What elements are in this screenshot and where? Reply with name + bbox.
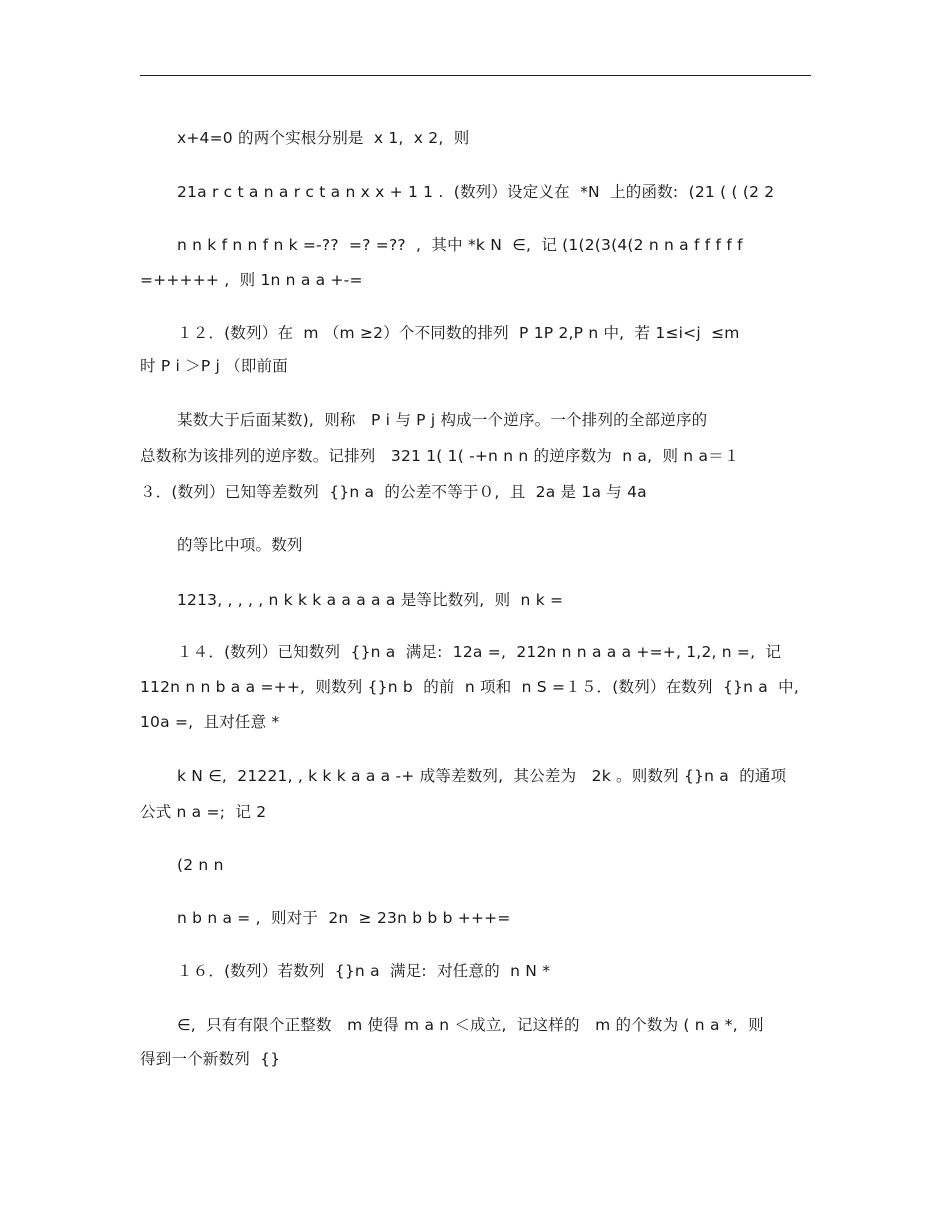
text-line: (2 n n: [177, 856, 224, 874]
text-line: 1213, , , , , n k k k a a a a a 是等比数列, 则 n k =: [177, 591, 564, 609]
text-line: 总数称为该排列的逆序数。记排列 321 1( 1( -+n n n 的逆序数为 n a, 则 n a＝１: [140, 447, 740, 465]
header-rule: [140, 75, 811, 76]
text-line: １４．(数列）已知数列 {}n a 满足: 12a =, 212n n n a a a +=+, 1,2, n =, 记: [177, 643, 782, 661]
text-line: k N ∈, 21221, , k k k a a a -+ 成等差数列, 其公差为 2k 。则数列 {}n a 的通项: [177, 767, 787, 785]
text-line: =+++++ , 则 1n n a a +-=: [140, 271, 363, 289]
text-line: 21a r c t a n a r c t a n x x + 1 1 . (数列）设定义在 *N 上的函数: (21 ( ( (2 2: [177, 183, 775, 201]
text-line: 的等比中项。数列: [177, 536, 303, 554]
text-line: ３．(数列）已知等差数列 {}n a 的公差不等于０, 且 2a 是 1a 与 4a: [140, 483, 647, 501]
text-line: 时 P i ＞P j （即前面: [140, 357, 288, 375]
text-line: １６．(数列）若数列 {}n a 满足: 对任意的 n N *: [177, 962, 551, 980]
text-line: ∈, 只有有限个正整数 m 使得 m a n ＜成立, 记这样的 m 的个数为 ( n a *, 则: [177, 1016, 764, 1034]
text-line: １２．(数列）在 m （m ≥2）个不同数的排列 P 1P 2,P n 中, 若 1≤i<j ≤m: [177, 324, 740, 342]
text-line: n b n a = , 则对于 2n ≥ 23n b b b +++=: [177, 909, 511, 927]
text-line: x+4=0 的两个实根分别是 x 1, x 2, 则: [177, 129, 470, 147]
text-line: 10a =, 且对任意 *: [140, 713, 280, 731]
text-line: n n k f n n f n k =-?? =? =?? , 其中 *k N ∈, 记 (1(2(3(4(2 n n a f f f f f: [177, 236, 743, 254]
text-line: 得到一个新数列 {}: [140, 1050, 281, 1068]
text-line: 公式 n a =; 记 2: [140, 803, 267, 821]
text-line: 112n n n b a a =++, 则数列 {}n b 的前 n 项和 n S =１５．(数列）在数列 {}n a 中,: [140, 678, 800, 696]
text-line: 某数大于后面某数), 则称 P i 与 P j 构成一个逆序。一个排列的全部逆序的: [177, 411, 708, 429]
